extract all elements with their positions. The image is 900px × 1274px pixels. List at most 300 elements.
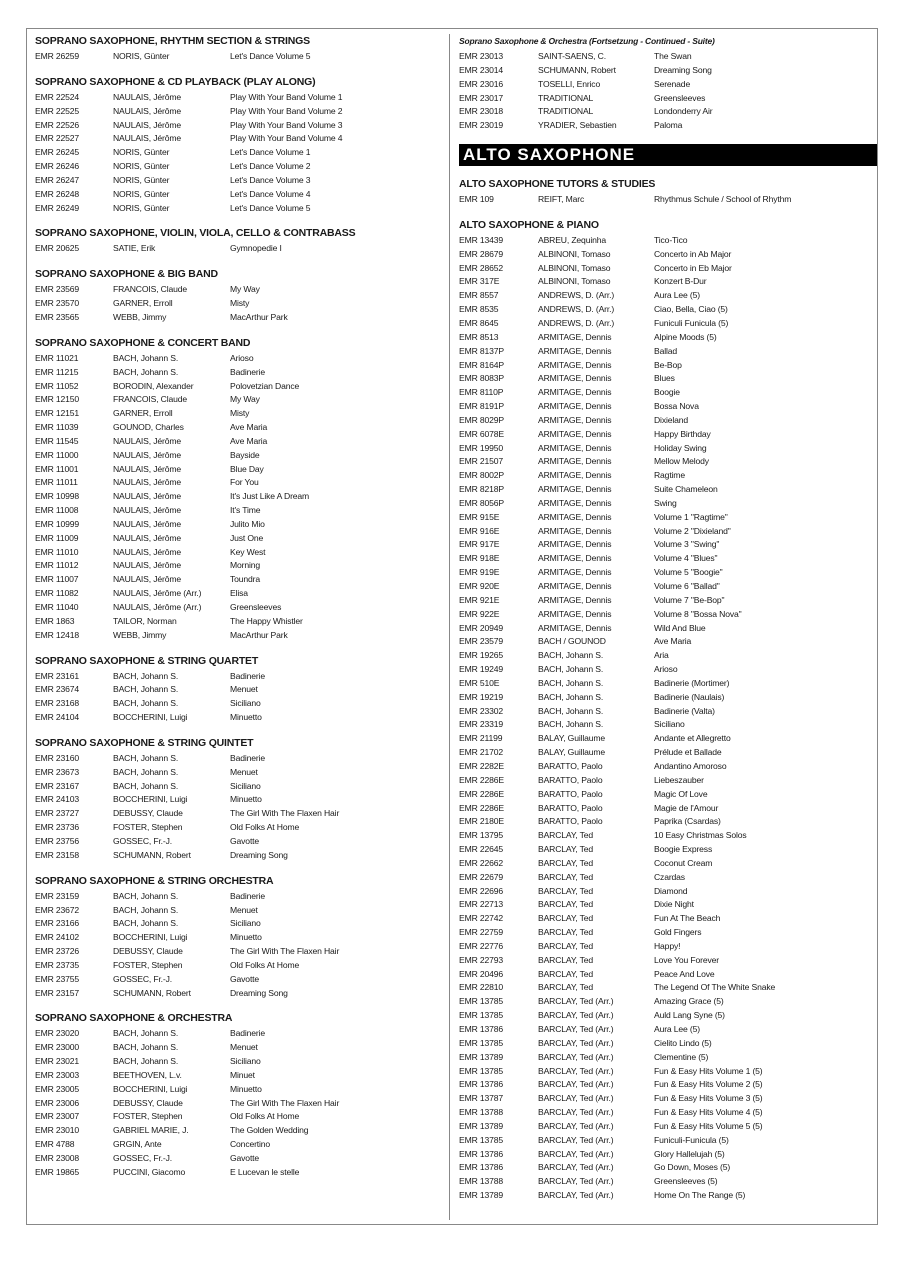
catalog-row [35, 352, 435, 366]
work-title: The Girl With The Flaxen Hair [230, 808, 340, 819]
catalog-row [35, 1138, 435, 1152]
composer: BARCLAY, Ted (Arr.) [538, 1176, 614, 1187]
catalog-row [459, 105, 877, 119]
catalog-number: EMR 23006 [35, 1097, 80, 1108]
work-title: Fun & Easy Hits Volume 5 (5) [654, 1120, 763, 1131]
composer: BARCLAY, Ted [538, 857, 594, 868]
catalog-number: EMR 23302 [459, 705, 504, 716]
work-title: Dixieland [654, 414, 688, 425]
composer: ALBINONI, Tomaso [538, 276, 611, 287]
catalog-number: EMR 13785 [459, 1065, 504, 1076]
composer: BOCCHERINI, Luigi [113, 712, 188, 723]
catalog-row [35, 1027, 435, 1041]
composer: NORIS, Günter [113, 147, 170, 158]
work-title: Mellow Melody [654, 456, 709, 467]
catalog-row [35, 50, 435, 64]
composer: NAULAIS, Jérôme [113, 505, 181, 516]
composer: BARCLAY, Ted (Arr.) [538, 1065, 614, 1076]
composer: ARMITAGE, Dennis [538, 511, 612, 522]
section-soprano-saxophone-string-quintet [35, 735, 435, 863]
catalog-number: EMR 23166 [35, 918, 80, 929]
composer: NORIS, Günter [113, 161, 170, 172]
catalog-number: EMR 919E [459, 567, 500, 578]
work-title: E Lucevan le stelle [230, 1166, 300, 1177]
catalog-row [35, 449, 435, 463]
catalog-number: EMR 12150 [35, 394, 80, 405]
composer: YRADIER, Sebastien [538, 120, 617, 131]
composer: SAINT-SAENS, C. [538, 51, 606, 61]
section-soprano-saxophone-orchestra-fortsetzung-continued-suite [459, 33, 877, 133]
catalog-row [459, 372, 877, 386]
catalog-number: EMR 23161 [35, 670, 80, 681]
section-gap [35, 863, 435, 873]
catalog-number: EMR 23007 [35, 1111, 80, 1122]
composer: GARNER, Erroll [113, 408, 173, 419]
catalog-row [459, 455, 877, 469]
composer: DEBUSSY, Claude [113, 1097, 183, 1108]
composer: ARMITAGE, Dennis [538, 539, 612, 550]
composer: ARMITAGE, Dennis [538, 470, 612, 481]
composer: BARCLAY, Ted [538, 940, 594, 951]
catalog-row [459, 345, 877, 359]
composer: ARMITAGE, Dennis [538, 581, 612, 591]
work-title: Fun & Easy Hits Volume 1 (5) [654, 1065, 763, 1076]
catalog-row [459, 414, 877, 428]
composer: TRADITIONAL [538, 106, 594, 117]
work-title: Funiculi Funicula (5) [654, 317, 729, 328]
composer: BACH, Johann S. [538, 691, 604, 702]
section-soprano-saxophone-concert-band [35, 335, 435, 643]
catalog-number: EMR 23014 [459, 64, 504, 75]
work-title: Aria [654, 650, 669, 661]
work-title: The Girl With The Flaxen Hair [230, 946, 340, 957]
section-gap [35, 256, 435, 266]
composer: WEBB, Jimmy [113, 629, 167, 640]
work-title: Be-Bop [654, 359, 682, 370]
catalog-number: EMR 23019 [459, 120, 504, 131]
work-title: Old Folks At Home [230, 822, 300, 833]
composer: ARMITAGE, Dennis [538, 428, 612, 439]
catalog-number: EMR 23565 [35, 311, 80, 322]
catalog-row [35, 849, 435, 863]
work-title: Swing [654, 497, 677, 508]
catalog-row [459, 677, 877, 691]
composer: BARCLAY, Ted (Arr.) [538, 1107, 614, 1118]
catalog-row [459, 1148, 877, 1162]
work-title: Menuet [230, 766, 258, 777]
catalog-row [459, 1078, 877, 1092]
catalog-number: EMR 2286E [459, 788, 504, 799]
catalog-number: EMR 13786 [459, 1024, 504, 1034]
composer: BARCLAY, Ted (Arr.) [538, 1093, 614, 1104]
catalog-row [35, 380, 435, 394]
composer: BARCLAY, Ted (Arr.) [538, 1037, 614, 1048]
work-title: Misty [230, 408, 250, 419]
catalog-row [459, 954, 877, 968]
work-title: Fun & Easy Hits Volume 4 (5) [654, 1107, 763, 1118]
catalog-number: EMR 13785 [459, 1037, 504, 1048]
composer: ARMITAGE, Dennis [538, 442, 612, 453]
catalog-row [35, 1124, 435, 1138]
catalog-row [459, 525, 877, 539]
catalog-row [35, 119, 435, 133]
catalog-row [35, 711, 435, 725]
catalog-row [35, 697, 435, 711]
composer: NAULAIS, Jérôme [113, 105, 181, 116]
catalog-number: EMR 8557 [459, 290, 499, 301]
composer: BACH, Johann S. [113, 698, 179, 709]
catalog-number: EMR 22776 [459, 940, 504, 951]
section-title: SOPRANO SAXOPHONE & STRING ORCHESTRA [35, 874, 274, 887]
section-soprano-saxophone-string-quartet [35, 653, 435, 725]
work-title: Fun & Easy Hits Volume 3 (5) [654, 1093, 763, 1104]
work-title: Czardas [654, 871, 685, 882]
catalog-row [459, 968, 877, 982]
catalog-row [35, 160, 435, 174]
catalog-row [35, 202, 435, 216]
composer: BACH, Johann S. [113, 780, 179, 791]
composer: BARCLAY, Ted [538, 927, 594, 938]
composer: BACH, Johann S. [113, 766, 179, 777]
catalog-number: EMR 2180E [459, 816, 504, 827]
catalog-number: EMR 23674 [35, 684, 80, 695]
work-title: Liebeszauber [654, 774, 704, 785]
composer: BARATTO, Paolo [538, 774, 603, 785]
work-title: Love You Forever [654, 954, 719, 965]
composer: ARMITAGE, Dennis [538, 359, 612, 370]
catalog-number: EMR 22524 [35, 91, 80, 102]
work-title: Fun At The Beach [654, 913, 721, 924]
catalog-number: EMR 19219 [459, 691, 504, 702]
composer: ARMITAGE, Dennis [538, 387, 612, 398]
catalog-number: EMR 11007 [35, 574, 79, 585]
work-title: Ballad [654, 345, 677, 356]
composer: ANDREWS, D. (Arr.) [538, 317, 615, 328]
composer: BARCLAY, Ted (Arr.) [538, 1162, 614, 1173]
catalog-number: EMR 23756 [35, 835, 80, 846]
catalog-number: EMR 8191P [459, 401, 504, 412]
catalog-row [35, 518, 435, 532]
composer: BACH, Johann S. [538, 719, 604, 730]
catalog-row [459, 635, 877, 649]
section-title: ALTO SAXOPHONE TUTORS & STUDIES [459, 178, 656, 191]
work-title: Funiculi-Funicula (5) [654, 1134, 729, 1145]
work-title: Cielito Lindo (5) [654, 1037, 712, 1048]
catalog-row [35, 421, 435, 435]
composer: BARCLAY, Ted [538, 913, 594, 924]
composer: BACH, Johann S. [113, 684, 179, 695]
work-title: Volume 6 "Ballad" [654, 581, 720, 591]
catalog-row [459, 608, 877, 622]
composer: ABREU, Zequinha [538, 234, 606, 245]
catalog-row [459, 940, 877, 954]
work-title: Volume 3 "Swing" [654, 539, 720, 550]
catalog-number: EMR 8164P [459, 359, 504, 370]
catalog-number: EMR 917E [459, 539, 500, 550]
catalog-row [35, 407, 435, 421]
composer: TAILOR, Norman [113, 615, 177, 626]
catalog-number: EMR 26259 [35, 51, 80, 61]
catalog-number: EMR 6078E [459, 428, 504, 439]
catalog-row [35, 587, 435, 601]
work-title: Fun & Easy Hits Volume 2 (5) [654, 1079, 763, 1090]
catalog-number: EMR 24103 [35, 794, 80, 805]
work-title: Let's Dance Volume 4 [230, 188, 311, 199]
composer: GOUNOD, Charles [113, 422, 184, 433]
composer: BARCLAY, Ted [538, 968, 594, 979]
work-title: Arioso [654, 664, 678, 675]
work-title: Blues [654, 373, 675, 384]
catalog-number: EMR 13786 [459, 1162, 504, 1173]
work-title: The Golden Wedding [230, 1125, 309, 1136]
catalog-number: EMR 23319 [459, 719, 504, 730]
section-gap [35, 1000, 435, 1010]
catalog-row [459, 802, 877, 816]
work-title: Menuet [230, 1042, 258, 1053]
catalog-number: EMR 28652 [459, 262, 504, 273]
composer: NAULAIS, Jérôme [113, 560, 181, 571]
composer: BARCLAY, Ted (Arr.) [538, 1190, 614, 1201]
catalog-number: EMR 22662 [459, 857, 504, 868]
composer: BARCLAY, Ted (Arr.) [538, 1148, 614, 1159]
work-title: Volume 1 "Ragtime" [654, 511, 728, 522]
catalog-number: EMR 915E [459, 511, 500, 522]
catalog-number: EMR 11010 [35, 546, 79, 557]
work-title: Old Folks At Home [230, 1111, 300, 1122]
work-title: Badinerie (Mortimer) [654, 677, 730, 688]
composer: SCHUMANN, Robert [538, 64, 616, 75]
work-title: Concerto in Ab Major [654, 248, 732, 259]
work-title: Play With Your Band Volume 3 [230, 119, 343, 130]
composer: BACH, Johann S. [113, 1028, 179, 1039]
work-title: Coconut Cream [654, 857, 713, 868]
composer: FOSTER, Stephen [113, 822, 183, 833]
catalog-number: EMR 11545 [35, 435, 79, 446]
catalog-number: EMR 23017 [459, 92, 504, 103]
work-title: Gavotte [230, 1153, 260, 1163]
catalog-number: EMR 13788 [459, 1107, 504, 1118]
composer: ARMITAGE, Dennis [538, 414, 612, 425]
catalog-number: EMR 13785 [459, 1010, 504, 1021]
catalog-number: EMR 23158 [35, 849, 80, 860]
work-title: Alpine Moods (5) [654, 331, 717, 342]
catalog-row [459, 691, 877, 705]
catalog-row [459, 538, 877, 552]
work-title: Let's Dance Volume 2 [230, 161, 311, 172]
composer: DEBUSSY, Claude [113, 946, 183, 957]
work-title: Volume 7 "Be-Bop" [654, 594, 725, 605]
work-title: Ciao, Bella, Ciao (5) [654, 304, 728, 315]
section-gap [459, 207, 877, 217]
work-title: Happy Birthday [654, 428, 711, 439]
catalog-row [459, 359, 877, 373]
work-title: Morning [230, 560, 260, 571]
catalog-number: EMR 23021 [35, 1056, 80, 1067]
work-title: Aura Lee (5) [654, 1024, 700, 1034]
work-title: Minuetto [230, 794, 262, 805]
catalog-row [459, 649, 877, 663]
catalog-number: EMR 22679 [459, 871, 504, 882]
catalog-row [35, 1097, 435, 1111]
work-title: Bossa Nova [654, 401, 699, 412]
catalog-number: EMR 11012 [35, 560, 79, 571]
section-soprano-saxophone-rhythm-section-strings [35, 33, 435, 64]
catalog-number: EMR 11052 [35, 380, 79, 391]
work-title: Badinerie [230, 752, 265, 763]
composer: ARMITAGE, Dennis [538, 373, 612, 384]
section-title: SOPRANO SAXOPHONE, VIOLIN, VIOLA, CELLO & CONTRABASS [35, 227, 356, 240]
section-title: SOPRANO SAXOPHONE & CD PLAYBACK (PLAY ALONG) [35, 75, 316, 88]
composer: BACH, Johann S. [538, 664, 604, 675]
catalog-row [459, 981, 877, 995]
work-title: Dreaming Song [654, 64, 712, 75]
catalog-row [35, 917, 435, 931]
catalog-row [35, 780, 435, 794]
catalog-number: EMR 11039 [35, 422, 79, 433]
catalog-number: EMR 317E [459, 276, 500, 287]
composer: SCHUMANN, Robert [113, 987, 191, 998]
work-title: Magie de l'Amour [654, 802, 719, 813]
work-title: Suite Chameleon [654, 484, 718, 495]
work-title: It's Just Like A Dream [230, 491, 310, 502]
catalog-row [459, 234, 877, 248]
catalog-row [459, 815, 877, 829]
work-title: Play With Your Band Volume 2 [230, 105, 343, 116]
composer: ARMITAGE, Dennis [538, 484, 612, 495]
catalog-row [459, 995, 877, 1009]
catalog-row [35, 890, 435, 904]
work-title: Volume 4 "Blues" [654, 553, 718, 564]
work-title: Badinerie [230, 1028, 265, 1039]
catalog-row [35, 835, 435, 849]
work-title: Julito Mio [230, 518, 265, 529]
work-title: Andantino Amoroso [654, 760, 727, 771]
work-title: Dixie Night [654, 899, 694, 910]
work-title: Go Down, Moses (5) [654, 1162, 731, 1173]
catalog-number: EMR 22810 [459, 982, 504, 993]
section-soprano-saxophone-big-band [35, 266, 435, 325]
work-title: Londonderry Air [654, 106, 713, 117]
catalog-number: EMR 22527 [35, 133, 80, 144]
composer: BOCCHERINI, Luigi [113, 1083, 188, 1094]
work-title: Let's Dance Volume 1 [230, 147, 311, 158]
catalog-row [35, 793, 435, 807]
catalog-row [35, 146, 435, 160]
catalog-row [35, 766, 435, 780]
section-soprano-saxophone-orchestra [35, 1010, 435, 1179]
catalog-row [459, 566, 877, 580]
composer: TRADITIONAL [538, 92, 594, 103]
catalog-number: EMR 26246 [35, 161, 80, 172]
catalog-row [35, 1110, 435, 1124]
composer: FRANCOIS, Claude [113, 284, 188, 295]
catalog-number: EMR 13788 [459, 1176, 504, 1187]
catalog-number: EMR 21507 [459, 456, 504, 467]
work-title: MacArthur Park [230, 311, 288, 322]
catalog-row [35, 311, 435, 325]
composer: BACH, Johann S. [538, 677, 604, 688]
composer: GOSSEC, Fr.-J. [113, 835, 173, 846]
catalog-number: EMR 10999 [35, 518, 80, 529]
work-title: Volume 5 "Boogie" [654, 567, 723, 578]
catalog-number: EMR 23016 [459, 78, 504, 89]
catalog-number: EMR 20625 [35, 243, 80, 254]
catalog-number: EMR 23013 [459, 51, 504, 61]
composer: BACH, Johann S. [113, 352, 179, 363]
composer: BARCLAY, Ted [538, 954, 594, 965]
catalog-number: EMR 510E [459, 677, 500, 688]
catalog-row [35, 670, 435, 684]
section-title: SOPRANO SAXOPHONE, RHYTHM SECTION & STRINGS [35, 35, 310, 47]
catalog-row [35, 463, 435, 477]
work-title: Happy! [654, 940, 681, 951]
work-title: Magic Of Love [654, 788, 708, 799]
catalog-number: EMR 920E [459, 581, 500, 591]
catalog-row [459, 746, 877, 760]
catalog-row [459, 857, 877, 871]
work-title: Badinerie (Naulais) [654, 691, 725, 702]
catalog-row [35, 945, 435, 959]
composer: BARCLAY, Ted [538, 871, 594, 882]
section-gap [35, 215, 435, 225]
composer: BARATTO, Paolo [538, 802, 603, 813]
catalog-number: EMR 21199 [459, 733, 503, 744]
composer: BARCLAY, Ted [538, 885, 594, 896]
catalog-number: EMR 11008 [35, 505, 79, 516]
catalog-row [459, 718, 877, 732]
work-title: Paloma [654, 120, 683, 131]
work-title: Siciliano [230, 1056, 261, 1067]
catalog-row [459, 50, 877, 64]
section-soprano-saxophone-cd-playback-play-along [35, 74, 435, 216]
catalog-row [35, 615, 435, 629]
catalog-row [459, 78, 877, 92]
catalog-row [35, 366, 435, 380]
composer: SATIE, Erik [113, 243, 156, 254]
composer: BARCLAY, Ted (Arr.) [538, 1134, 614, 1145]
composer: BACH, Johann S. [113, 752, 179, 763]
section-gap [35, 64, 435, 74]
section-title: SOPRANO SAXOPHONE & STRING QUARTET [35, 654, 259, 667]
catalog-row [459, 1120, 877, 1134]
catalog-number: EMR 23168 [35, 698, 80, 709]
composer: BACH, Johann S. [113, 670, 179, 681]
catalog-number: EMR 2286E [459, 802, 504, 813]
catalog-number: EMR 916E [459, 525, 500, 536]
work-title: Let's Dance Volume 5 [230, 51, 311, 61]
catalog-number: EMR 109 [459, 194, 494, 205]
composer: NORIS, Günter [113, 188, 170, 199]
work-title: 10 Easy Christmas Solos [654, 830, 747, 841]
catalog-number: EMR 26245 [35, 147, 80, 158]
catalog-number: EMR 4788 [35, 1139, 75, 1150]
section-title: SOPRANO SAXOPHONE & ORCHESTRA [35, 1012, 233, 1025]
composer: BARCLAY, Ted [538, 830, 594, 841]
work-title: Auld Lang Syne (5) [654, 1010, 725, 1021]
catalog-number: EMR 13786 [459, 1148, 504, 1159]
composer: NORIS, Günter [113, 51, 170, 61]
work-title: Blue Day [230, 463, 264, 474]
catalog-row [35, 546, 435, 560]
work-title: Volume 8 "Bossa Nova" [654, 608, 742, 619]
work-title: Clementine (5) [654, 1051, 709, 1062]
composer: ARMITAGE, Dennis [538, 553, 612, 564]
catalog-number: EMR 922E [459, 608, 500, 619]
composer: NAULAIS, Jérôme [113, 463, 181, 474]
catalog-row [35, 573, 435, 587]
composer: ALBINONI, Tomaso [538, 262, 611, 273]
composer: BACH, Johann S. [113, 366, 179, 377]
